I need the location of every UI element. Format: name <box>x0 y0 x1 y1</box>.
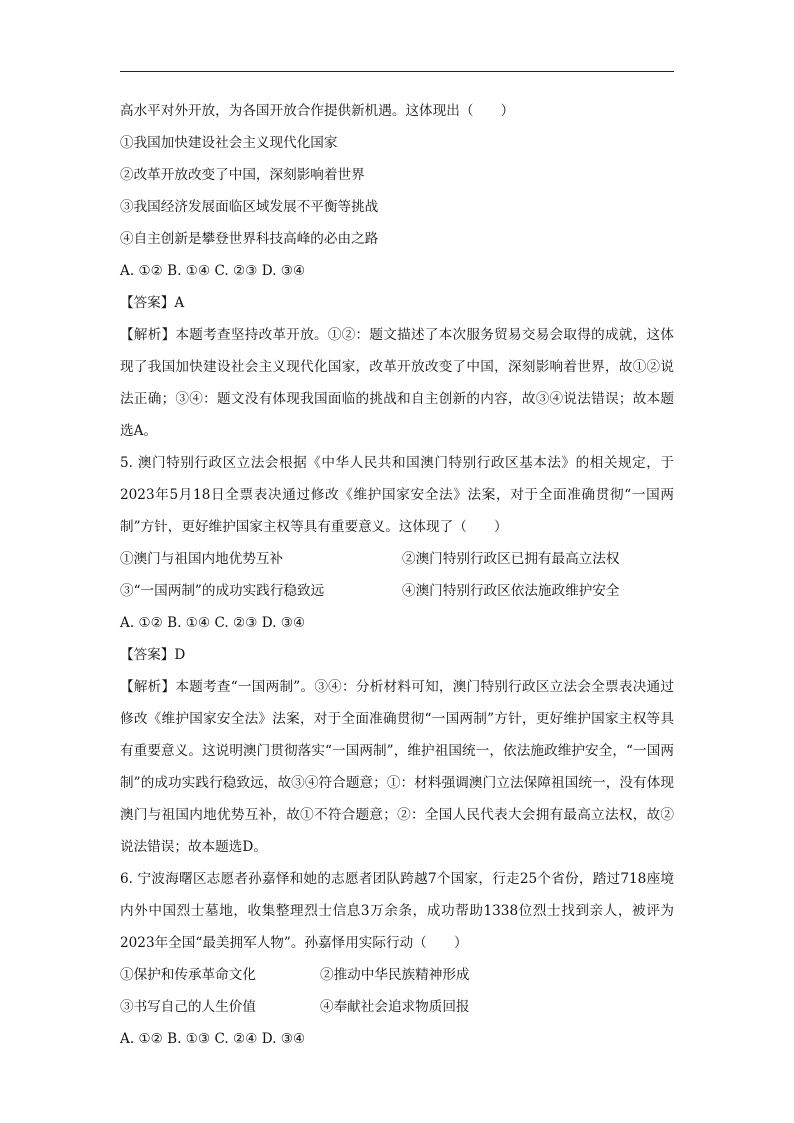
q6-option-4: ④奉献社会追求物质回报 <box>320 999 470 1015</box>
q4-option-2: ②改革开放改变了中国，深刻影响着世界 <box>120 167 365 183</box>
q4-stem-tail: 高水平对外开放，为各国开放合作提供新机遇。这体现出（ ） <box>120 103 515 119</box>
q6-options-row-1 <box>120 959 674 991</box>
header-rule <box>120 71 674 72</box>
document-body <box>120 95 674 1055</box>
q6-option-3: ③书写自己的人生价值 <box>120 999 256 1015</box>
q5-option-3: ③“一国两制”的成功实践行稳致远 <box>120 583 325 599</box>
q4-option-3: ③我国经济发展面临区域发展不平衡等挑战 <box>120 199 379 215</box>
q5-option-4: ④澳门特别行政区依法施政维护安全 <box>402 583 620 599</box>
q6-option-1: ①保护和传承革命文化 <box>120 967 256 983</box>
q5-options-row-1 <box>120 543 674 575</box>
q6-options-row-2 <box>120 991 674 1023</box>
q5-stem: 5. 澳门特别行政区立法会根据《中华人民共和国澳门特别行政区基本法》的相关规定，于2023年5月18日全票表决通过修改《维护国家安全法》法案，对于全面准确贯彻“一国两制”方针，更好维护国家主权等具有重要意义。这体现了（ ） <box>120 455 674 535</box>
q6-option-2: ②推动中华民族精神形成 <box>320 967 470 983</box>
q5-option-2: ②澳门特别行政区已拥有最高立法权 <box>402 551 620 567</box>
q6-choices: A. ①② B. ①③ C. ②④ D. ③④ <box>120 1031 306 1047</box>
q5-analysis: 【解析】本题考查“一国两制”。③④：分析材料可知，澳门特别行政区立法会全票表决通过修改《维护国家安全法》法案，对于全面准确贯彻“一国两制”方针，更好维护国家主权等具有重要意义。这说明澳门贯彻落实“一国两制”，维护祖国统一，依法施政维护安全，“一国两制”的成功实践行稳致远，故③④符合题意；①：材料强调澳门立法保障祖国统一，没有体现澳门与祖国内地优势互补，故①不符合题意；②：全国人民代表大会拥有最高立法权，故②说法错误；故本题选D。 <box>120 679 674 855</box>
q4-choices: A. ①② B. ①④ C. ②③ D. ③④ <box>120 263 306 279</box>
q5-choices: A. ①② B. ①④ C. ②③ D. ③④ <box>120 615 306 631</box>
q4-option-1: ①我国加快建设社会主义现代化国家 <box>120 135 338 151</box>
q6-stem: 6. 宁波海曙区志愿者孙嘉怿和她的志愿者团队跨越7个国家，行走25个省份，踏过718座境内外中国烈士墓地，收集整理烈士信息3万余条，成功帮助1338位烈士找到亲人，被评为2023年全国“最美拥军人物”。孙嘉怿用实际行动（ ） <box>120 871 674 951</box>
q4-option-4: ④自主创新是攀登世界科技高峰的必由之路 <box>120 231 379 247</box>
q5-answer: 【答案】D <box>120 647 186 663</box>
q5-option-1: ①澳门与祖国内地优势互补 <box>120 551 284 567</box>
q4-answer: 【答案】A <box>120 295 185 311</box>
q4-analysis: 【解析】本题考查坚持改革开放。①②：题文描述了本次服务贸易交易会取得的成就，这体现了我国加快建设社会主义现代化国家，改革开放改变了中国，深刻影响着世界，故①②说法正确；③④：题文没有体现我国面临的挑战和自主创新的内容，故③④说法错误；故本题选A。 <box>120 327 674 439</box>
q5-options-row-2 <box>120 575 674 607</box>
